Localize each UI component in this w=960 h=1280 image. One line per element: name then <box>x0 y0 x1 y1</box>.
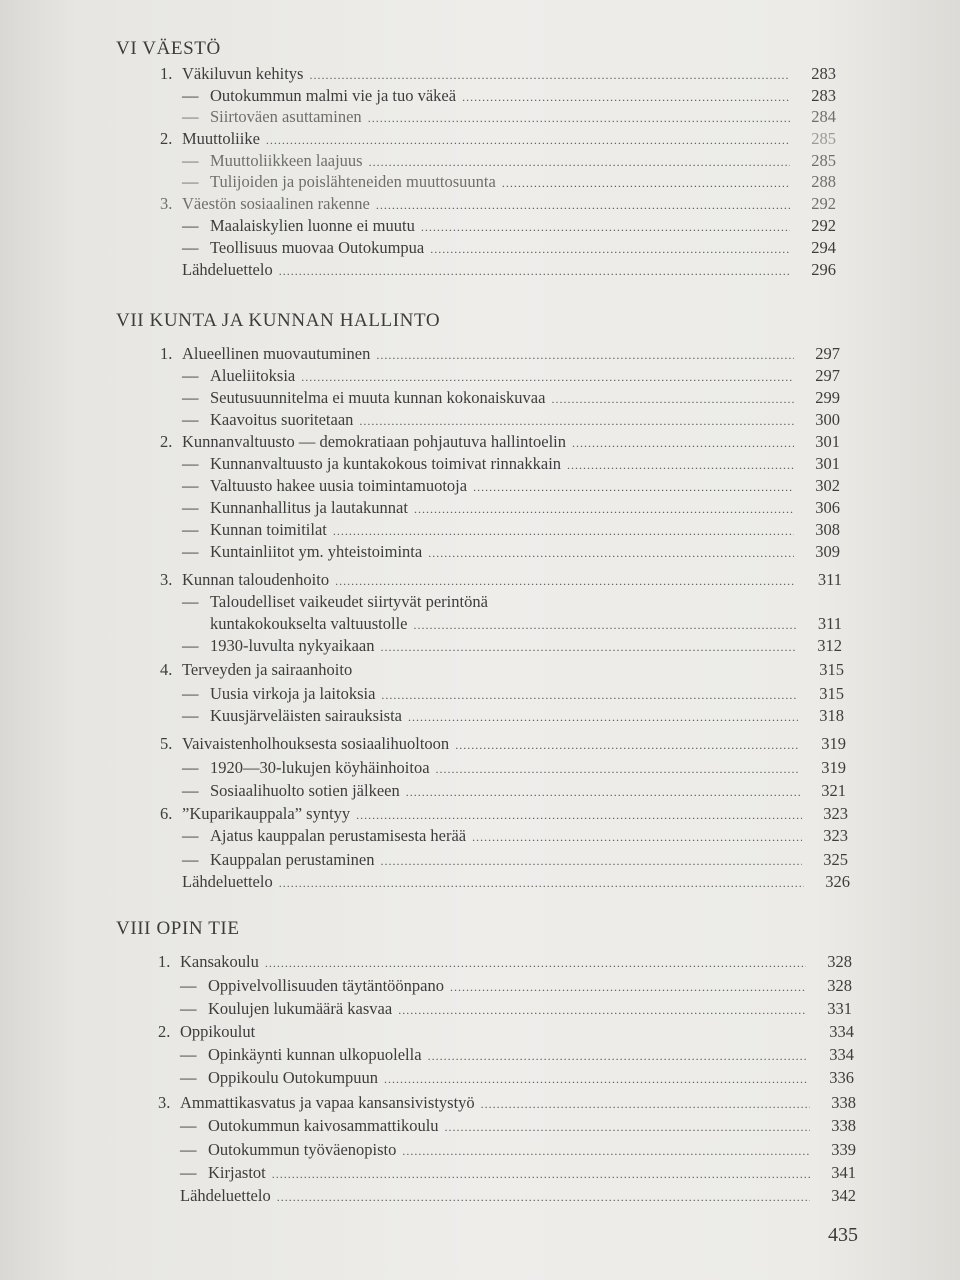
dot-leader <box>266 133 790 148</box>
toc-entry <box>180 1186 856 1208</box>
entry-page: 297 <box>815 366 840 385</box>
entry-page: 285 <box>811 151 836 170</box>
entry-title: Uusia virkoja ja laitoksia <box>210 684 376 703</box>
dot-leader <box>450 980 806 995</box>
entry-page: 326 <box>825 872 850 891</box>
entry-dash: — <box>182 826 199 845</box>
toc-entry <box>182 172 836 194</box>
dot-leader <box>380 854 802 869</box>
dot-leader <box>309 68 790 83</box>
entry-title: Vaivaistenholhouksesta sosiaalihuoltoon <box>182 734 450 753</box>
entry-dash: — <box>182 850 199 869</box>
entry-dash: — <box>182 151 199 170</box>
toc-entry <box>158 1022 854 1044</box>
entry-page: 319 <box>821 734 846 753</box>
entry-title: Kirjastot <box>208 1163 266 1182</box>
entry-page: 338 <box>831 1116 856 1135</box>
dot-leader <box>572 436 794 451</box>
toc-entry <box>182 238 836 260</box>
entry-dash: — <box>182 636 199 655</box>
entry-page: 342 <box>831 1186 856 1205</box>
toc-entry <box>180 1140 856 1162</box>
toc-entry <box>160 344 840 366</box>
dot-leader <box>462 90 790 105</box>
entry-page: 309 <box>815 542 840 561</box>
entry-number: 5. <box>160 734 173 753</box>
entry-dash: — <box>180 1045 197 1064</box>
entry-page: 325 <box>823 850 848 869</box>
toc-entry <box>210 614 842 636</box>
entry-title: Outokummun kaivosammattikoulu <box>208 1116 439 1135</box>
entry-page: 311 <box>817 570 842 589</box>
entry-number: 3. <box>160 570 173 589</box>
entry-page: 328 <box>827 952 852 971</box>
dot-leader <box>384 1072 808 1087</box>
dot-leader <box>301 370 794 385</box>
dot-leader <box>376 198 790 213</box>
entry-page: 315 <box>819 660 844 679</box>
dot-leader <box>414 618 796 633</box>
dot-leader <box>414 502 794 517</box>
entry-page: 328 <box>827 976 852 995</box>
entry-title: Terveyden ja sairaanhoito <box>182 660 353 679</box>
toc-entry <box>180 1068 854 1090</box>
toc-entry <box>160 194 836 216</box>
entry-title: Teollisuus muovaa Outokumpua <box>210 238 425 257</box>
entry-page: 292 <box>811 216 836 235</box>
entry-page: 300 <box>815 410 840 429</box>
toc-entry <box>182 592 842 614</box>
toc-entry <box>182 520 840 542</box>
toc-entry <box>160 129 836 151</box>
dot-leader <box>369 155 790 170</box>
entry-page: 301 <box>815 432 840 451</box>
dot-leader <box>279 264 790 279</box>
entry-title: Kauppalan perustaminen <box>210 850 375 869</box>
entry-number: 2. <box>158 1022 171 1041</box>
entry-title: Muuttoliikkeen laajuus <box>210 151 363 170</box>
entry-title: Kunnan toimitilat <box>210 520 327 539</box>
entry-title: Muuttoliike <box>182 129 260 148</box>
entry-dash: — <box>180 1163 197 1182</box>
toc-entry <box>182 826 848 848</box>
toc-entry <box>158 1093 856 1115</box>
toc-entry <box>182 410 840 432</box>
entry-page: 299 <box>815 388 840 407</box>
section-heading: VIII OPIN TIE <box>116 918 240 939</box>
dot-leader <box>279 876 804 891</box>
entry-title: 1930-luvulta nykyaikaan <box>210 636 375 655</box>
entry-dash: — <box>182 498 199 517</box>
toc-entry <box>182 216 836 238</box>
entry-page: 338 <box>831 1093 856 1112</box>
entry-page: 315 <box>819 684 844 703</box>
entry-title: Taloudelliset vaikeudet siirtyvät perintönä <box>210 592 488 611</box>
entry-page: 285 <box>811 129 836 148</box>
entry-number: 3. <box>158 1093 171 1112</box>
entry-title: Ajatus kauppalan perustamisesta herää <box>210 826 467 845</box>
entry-page: 336 <box>829 1068 854 1087</box>
entry-title: Kunnan taloudenhoito <box>182 570 330 589</box>
toc-entry <box>182 636 842 658</box>
entry-title: Koulujen lukumäärä kasvaa <box>208 999 393 1018</box>
entry-title: Kunnanvaltuusto ja kuntakokous toimivat rinnakkain <box>210 454 562 473</box>
entry-page: 297 <box>815 344 840 363</box>
entry-page: 296 <box>811 260 836 279</box>
dot-leader <box>376 348 794 363</box>
toc-entry <box>180 1163 856 1185</box>
dot-leader <box>265 956 806 971</box>
dot-leader <box>473 480 794 495</box>
entry-title: Kunnanhallitus ja lautakunnat <box>210 498 408 517</box>
section-heading: VII KUNTA JA KUNNAN HALLINTO <box>116 310 441 331</box>
toc-entry <box>182 151 836 173</box>
dot-leader <box>335 574 796 589</box>
entry-dash: — <box>182 238 199 257</box>
entry-title: Kaavoitus suoritetaan <box>210 410 354 429</box>
toc-entry <box>158 952 852 974</box>
entry-dash: — <box>182 758 199 777</box>
entry-page: 341 <box>831 1163 856 1182</box>
entry-title: Tulijoiden ja poislähteneiden muuttosuunta <box>210 172 496 191</box>
entry-dash: — <box>182 216 199 235</box>
entry-dash: — <box>182 388 199 407</box>
toc-entry <box>182 872 850 894</box>
toc-entry <box>182 260 836 282</box>
toc-entry <box>160 64 836 86</box>
entry-title: Maalaiskylien luonne ei muutu <box>210 216 415 235</box>
toc-entry <box>182 454 840 476</box>
dot-leader <box>277 1190 810 1205</box>
entry-dash: — <box>182 107 199 126</box>
entry-dash: — <box>180 999 197 1018</box>
entry-page: 284 <box>811 107 836 126</box>
entry-dash: — <box>180 1140 197 1159</box>
entry-title: Väestön sosiaalinen rakenne <box>182 194 370 213</box>
entry-page: 288 <box>811 172 836 191</box>
entry-title: Outokummun malmi vie ja tuo väkeä <box>210 86 457 105</box>
entry-dash: — <box>182 520 199 539</box>
dot-leader <box>381 688 798 703</box>
entry-dash: — <box>182 454 199 473</box>
dot-leader <box>381 640 796 655</box>
dot-leader <box>406 785 800 800</box>
entry-number: 1. <box>160 344 173 363</box>
toc-entry <box>160 804 848 826</box>
entry-page: 339 <box>831 1140 856 1159</box>
section-heading: VI VÄESTÖ <box>116 38 221 59</box>
entry-title: Seutusuunnitelma ei muuta kunnan kokonaiskuvaa <box>210 388 546 407</box>
entry-title: Kuusjärveläisten sairauksista <box>210 706 402 725</box>
toc-entry <box>182 758 846 780</box>
toc-entry <box>180 1116 856 1138</box>
entry-title: 1920—30-lukujen köyhäinhoitoa <box>210 758 430 777</box>
dot-leader <box>333 524 794 539</box>
dot-leader <box>567 458 794 473</box>
entry-dash: — <box>180 1068 197 1087</box>
entry-page: 283 <box>811 86 836 105</box>
entry-title: kuntakokoukselta valtuustolle <box>210 614 408 633</box>
entry-dash: — <box>182 684 199 703</box>
entry-dash: — <box>182 410 199 429</box>
dot-leader <box>368 111 790 126</box>
entry-title: ”Kuparikauppala” syntyy <box>182 804 351 823</box>
entry-title: Oppikoulut <box>180 1022 256 1041</box>
entry-page: 312 <box>817 636 842 655</box>
entry-title: Kansakoulu <box>180 952 259 971</box>
toc-entry <box>182 706 844 728</box>
dot-leader <box>428 1049 808 1064</box>
entry-dash: — <box>180 976 197 995</box>
dot-leader <box>272 1167 810 1182</box>
entry-title: Valtuusto hakee uusia toimintamuotoja <box>210 476 468 495</box>
dot-leader <box>455 738 800 753</box>
entry-page: 301 <box>815 454 840 473</box>
entry-title: Siirtoväen asuttaminen <box>210 107 362 126</box>
dot-leader <box>551 392 794 407</box>
dot-leader <box>430 242 790 257</box>
entry-number: 3. <box>160 194 173 213</box>
entry-title: Kuntainliitot ym. yhteistoiminta <box>210 542 423 561</box>
entry-title: Kunnanvaltuusto — demokratiaan pohjautuva hallintoelin <box>182 432 566 451</box>
dot-leader <box>359 414 794 429</box>
toc-entry <box>182 366 840 388</box>
entry-dash: — <box>182 706 199 725</box>
entry-title: Lähdeluettelo <box>182 260 273 279</box>
entry-title: Alueellinen muovautuminen <box>182 344 371 363</box>
entry-page: 323 <box>823 804 848 823</box>
entry-dash: — <box>182 592 199 611</box>
entry-dash: — <box>180 1116 197 1135</box>
dot-leader <box>356 808 802 823</box>
entry-number: 1. <box>158 952 171 971</box>
entry-title: Lähdeluettelo <box>180 1186 271 1205</box>
entry-page: 294 <box>811 238 836 257</box>
toc-entry <box>182 684 844 706</box>
entry-number: 2. <box>160 432 173 451</box>
entry-page: 292 <box>811 194 836 213</box>
dot-leader <box>402 1144 810 1159</box>
entry-dash: — <box>182 476 199 495</box>
entry-dash: — <box>182 172 199 191</box>
toc-entry <box>182 388 840 410</box>
entry-page: 331 <box>827 999 852 1018</box>
dot-leader <box>408 710 798 725</box>
entry-page: 323 <box>823 826 848 845</box>
toc-entry <box>182 476 840 498</box>
toc-entry <box>182 781 846 803</box>
entry-number: 6. <box>160 804 173 823</box>
entry-page: 318 <box>819 706 844 725</box>
entry-page: 283 <box>811 64 836 83</box>
toc-entry <box>180 1045 854 1067</box>
entry-title: Oppivelvollisuuden täytäntöönpano <box>208 976 445 995</box>
toc-entry <box>160 660 844 682</box>
entry-page: 334 <box>829 1022 854 1041</box>
toc-entry <box>182 542 840 564</box>
toc-entry <box>180 999 852 1021</box>
dot-leader <box>421 220 790 235</box>
page-number: 435 <box>828 1224 858 1246</box>
entry-page: 302 <box>815 476 840 495</box>
toc-entry <box>182 86 836 108</box>
entry-title: Väkiluvun kehitys <box>182 64 304 83</box>
entry-title: Ammattikasvatus ja vapaa kansansivistystyö <box>180 1093 475 1112</box>
entry-dash: — <box>182 781 199 800</box>
dot-leader <box>436 762 800 777</box>
entry-number: 4. <box>160 660 173 679</box>
toc-entry <box>160 734 846 756</box>
entry-title: Sosiaalihuolto sotien jälkeen <box>210 781 400 800</box>
entry-page: 319 <box>821 758 846 777</box>
entry-dash: — <box>182 542 199 561</box>
toc-entry <box>182 498 840 520</box>
entry-number: 2. <box>160 129 173 148</box>
entry-title: Opinkäynti kunnan ulkopuolella <box>208 1045 422 1064</box>
toc-entry <box>182 107 836 129</box>
entry-title: Oppikoulu Outokumpuun <box>208 1068 379 1087</box>
entry-page: 321 <box>821 781 846 800</box>
entry-title: Outokummun työväenopisto <box>208 1140 397 1159</box>
entry-page: 311 <box>817 614 842 633</box>
toc-entry <box>182 850 848 872</box>
entry-page: 308 <box>815 520 840 539</box>
dot-leader <box>502 176 790 191</box>
entry-page: 334 <box>829 1045 854 1064</box>
entry-title: Lähdeluettelo <box>182 872 273 891</box>
entry-dash: — <box>182 86 199 105</box>
dot-leader <box>481 1097 810 1112</box>
entry-page: 306 <box>815 498 840 517</box>
entry-title: Alueliitoksia <box>210 366 296 385</box>
toc-entry <box>160 432 840 454</box>
dot-leader <box>428 546 794 561</box>
entry-dash: — <box>182 366 199 385</box>
toc-entry <box>180 976 852 998</box>
entry-number: 1. <box>160 64 173 83</box>
dot-leader <box>445 1120 810 1135</box>
dot-leader <box>398 1003 806 1018</box>
toc-entry <box>160 570 842 592</box>
dot-leader <box>472 830 802 845</box>
